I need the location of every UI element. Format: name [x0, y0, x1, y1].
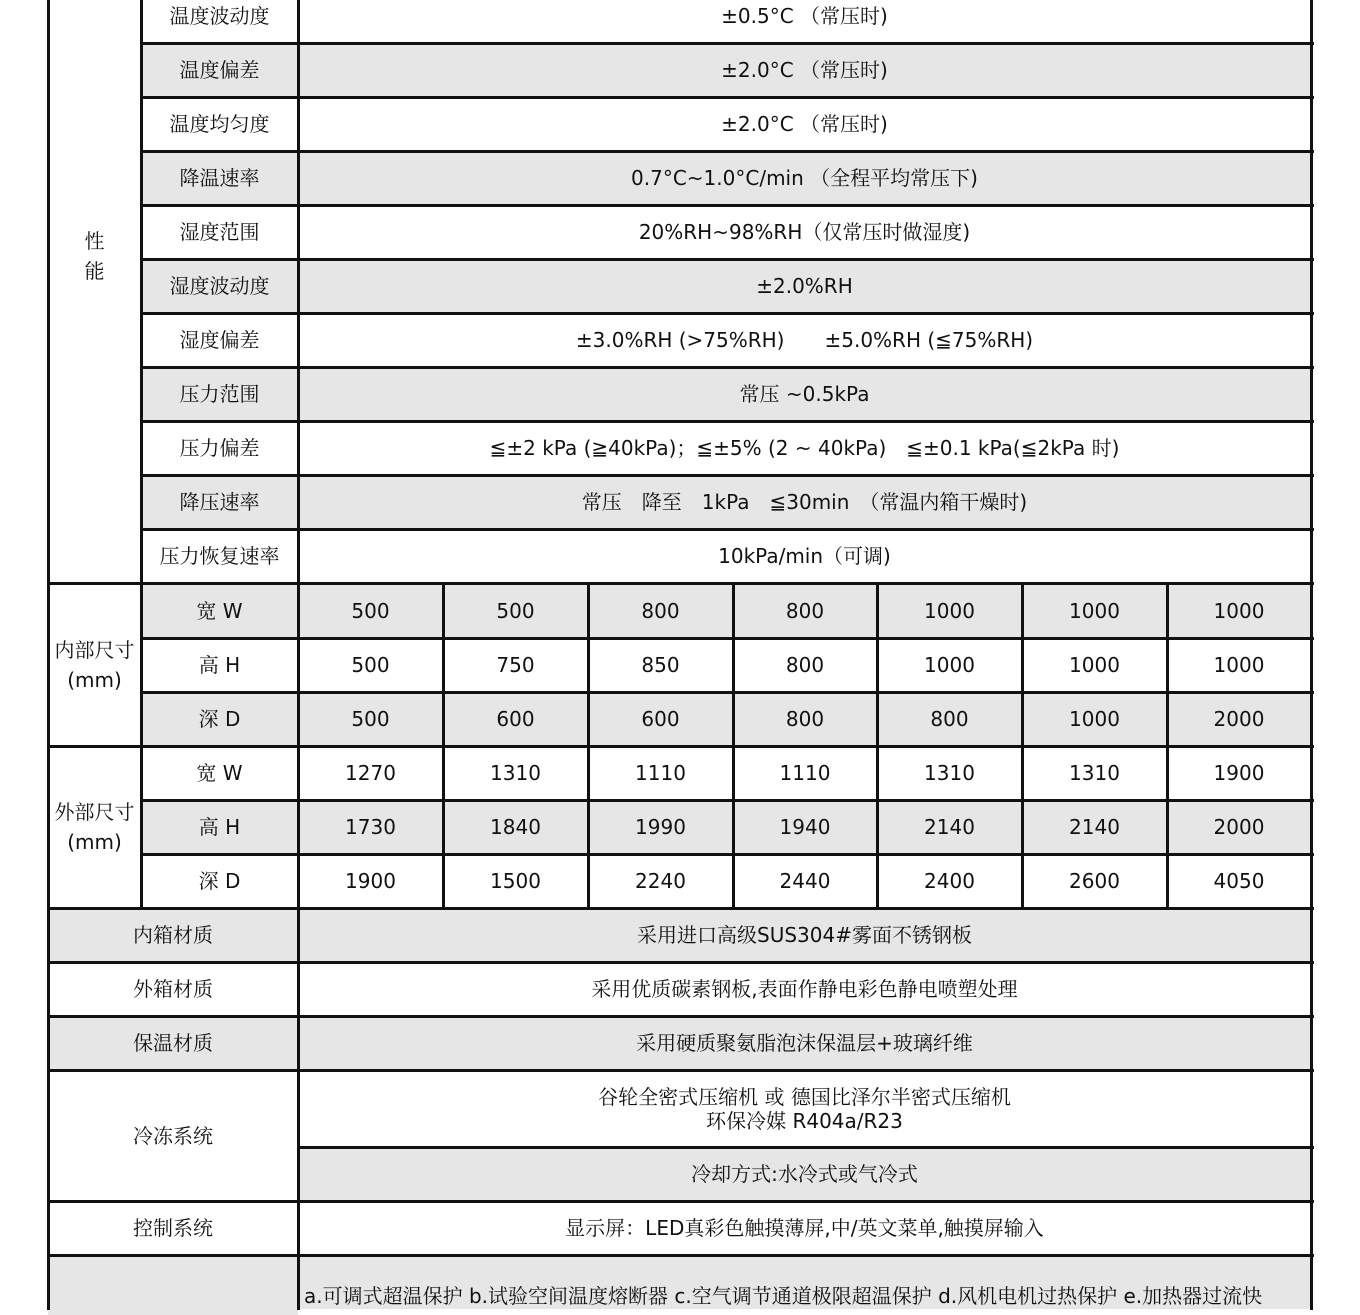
column-divider [1166, 584, 1169, 908]
spec-label: 压力恢复速率 [159, 544, 280, 568]
dimension-value: 800 [785, 653, 825, 677]
row-divider [48, 582, 1314, 585]
refrigerant-text: 环保冷媒 R404a/R23 [706, 1108, 903, 1133]
dimension-value: 2000 [1167, 800, 1311, 854]
dimension-value: 850 [641, 653, 680, 677]
compressor-text: 谷轮全密式压缩机 或 德国比泽尔半密式压缩机 [598, 1084, 1011, 1109]
row-divider [141, 204, 1314, 207]
column-divider [1310, 0, 1313, 1310]
dimension-value: 2240 [635, 869, 686, 893]
spec-value: ±2.0°C （常压时) [298, 43, 1311, 97]
material-value: 采用进口高级SUS304#雾面不锈钢板 [298, 908, 1311, 962]
dimension-value: 800 [733, 584, 877, 638]
dimension-value: 2140 [1022, 800, 1167, 854]
material-label: 内箱材质 [48, 908, 298, 962]
dimension-value: 1990 [588, 800, 733, 854]
spec-value: 20%RH~98%RH（仅常压时做湿度) [638, 220, 971, 244]
spec-value: ≦±2 kPa (≧40kPa)；≦±5% (2 ~ 40kPa) ≦±0.1 kPa(≦2kPa 时) [489, 436, 1120, 460]
dimension-label: 深 D [198, 869, 241, 893]
spec-label: 温度均匀度 [169, 112, 270, 136]
spec-value: ±3.0%RH (>75%RH) ±5.0%RH (≦75%RH) [575, 328, 1034, 352]
column-divider [732, 584, 735, 908]
row-divider [141, 150, 1314, 153]
dimension-value: 2440 [779, 869, 831, 893]
control-label: 控制系统 [133, 1216, 213, 1240]
dimension-value: 1940 [733, 800, 877, 854]
dimension-value: 1110 [635, 761, 686, 785]
spec-label: 湿度波动度 [141, 259, 298, 313]
material-value: 采用硬质聚氨脂泡沫保温层+玻璃纤维 [298, 1016, 1311, 1070]
spec-label: 湿度范围 [179, 220, 260, 244]
dimension-value: 800 [877, 692, 1022, 746]
row-divider [141, 420, 1314, 423]
dimension-value: 1000 [1069, 653, 1120, 677]
row-divider [141, 96, 1314, 99]
dimension-value: 4050 [1213, 869, 1265, 893]
dimension-value: 500 [298, 692, 443, 746]
dimension-label: 高 H [198, 653, 241, 677]
dimension-value: 1270 [345, 761, 396, 785]
protection-value: a.可调式超温保护 b.试验空间温度熔断器 c.空气调节通道极限超温保护 d.风机电机过热保护 e.加热器过流快 [298, 1255, 1311, 1309]
dimension-label: 宽 W [196, 761, 243, 785]
column-divider [442, 584, 445, 908]
row-divider [141, 799, 1314, 802]
spec-label: 压力范围 [141, 367, 298, 421]
spec-label: 降温速率 [141, 151, 298, 205]
row-divider [48, 1015, 1314, 1018]
spec-value: 常压 降至 1kPa ≦30min （常温内箱干燥时) [298, 475, 1311, 529]
group-label-char: 性 [84, 229, 105, 253]
dimension-value: 2600 [1069, 869, 1120, 893]
group-label-inner-dimensions [48, 584, 141, 746]
dimension-value: 1000 [1213, 653, 1265, 677]
dimension-value: 800 [733, 692, 877, 746]
spec-value: 10kPa/min（可调) [718, 544, 891, 568]
refrigeration-label: 冷冻系统 [133, 1123, 213, 1148]
row-divider [141, 42, 1314, 45]
group-label-unit: (mm) [67, 668, 122, 692]
row-divider [141, 853, 1314, 856]
spec-value: ±2.0%RH [298, 259, 1311, 313]
dimension-value: 1000 [1022, 692, 1167, 746]
dimension-value: 500 [443, 584, 588, 638]
spec-label: 压力偏差 [179, 436, 260, 460]
row-divider [141, 528, 1314, 531]
material-label: 保温材质 [48, 1016, 298, 1070]
spec-label: 温度偏差 [141, 43, 298, 97]
dimension-value: 1310 [490, 761, 541, 785]
row-divider [141, 258, 1314, 261]
group-label-unit: (mm) [67, 830, 122, 854]
column-divider [140, 0, 143, 908]
row-divider [141, 474, 1314, 477]
column-divider [587, 584, 590, 908]
refrigeration-compressor [298, 1070, 1311, 1147]
dimension-value: 750 [496, 653, 535, 677]
spec-value: ±2.0°C （常压时) [721, 112, 888, 136]
dimension-value: 1840 [443, 800, 588, 854]
dimension-label: 深 D [141, 692, 298, 746]
group-label-performance [48, 0, 141, 583]
dimension-value: 1900 [1213, 761, 1265, 785]
row-divider [141, 691, 1314, 694]
group-label-outer-dimensions [48, 746, 141, 908]
dimension-value: 1500 [490, 869, 541, 893]
row-divider [48, 1254, 1314, 1257]
control-value: 显示屏：LED真彩色触摸薄屏,中/英文菜单,触摸屏输入 [565, 1216, 1044, 1240]
spec-label: 降压速率 [141, 475, 298, 529]
column-divider [1021, 584, 1024, 908]
row-divider [141, 312, 1314, 315]
row-divider [48, 1200, 1314, 1203]
dimension-value: 2400 [924, 869, 975, 893]
protection-label [48, 1255, 298, 1315]
refrigeration-cooling: 冷却方式:水冷式或气冷式 [298, 1147, 1311, 1201]
group-label-text: 内部尺寸 [54, 638, 135, 662]
dimension-label: 宽 W [141, 584, 298, 638]
dimension-value: 2140 [877, 800, 1022, 854]
row-divider [48, 745, 1314, 748]
dimension-value: 1000 [877, 584, 1022, 638]
column-divider [47, 0, 50, 1310]
row-divider [48, 961, 1314, 964]
dimension-value: 500 [351, 653, 390, 677]
column-divider [876, 584, 879, 908]
group-label-text: 外部尺寸 [54, 800, 135, 824]
dimension-value: 1000 [1022, 584, 1167, 638]
dimension-value: 1310 [924, 761, 975, 785]
dimension-value: 600 [588, 692, 733, 746]
dimension-value: 500 [298, 584, 443, 638]
dimension-value: 1900 [345, 869, 396, 893]
dimension-value: 800 [588, 584, 733, 638]
dimension-label: 高 H [141, 800, 298, 854]
dimension-value: 1310 [1069, 761, 1120, 785]
row-divider [48, 1069, 1314, 1072]
spec-value: 0.7°C~1.0°C/min （全程平均常压下) [298, 151, 1311, 205]
row-divider [298, 1146, 1314, 1149]
row-divider [48, 907, 1314, 910]
group-label-char: 能 [84, 259, 105, 283]
spec-value: 常压 ~0.5kPa [298, 367, 1311, 421]
row-divider [141, 637, 1314, 640]
dimension-value: 1000 [1167, 584, 1311, 638]
spec-label: 湿度偏差 [179, 328, 260, 352]
dimension-value: 1000 [924, 653, 975, 677]
spec-value: ±0.5°C （常压时) [721, 4, 888, 28]
dimension-value: 600 [443, 692, 588, 746]
spec-label: 温度波动度 [169, 4, 270, 28]
material-value: 采用优质碳素钢板,表面作静电彩色静电喷塑处理 [591, 977, 1018, 1001]
dimension-value: 2000 [1167, 692, 1311, 746]
dimension-value: 1110 [779, 761, 831, 785]
dimension-value: 1730 [298, 800, 443, 854]
column-divider [297, 0, 300, 1310]
material-label: 外箱材质 [133, 977, 213, 1001]
row-divider [141, 366, 1314, 369]
